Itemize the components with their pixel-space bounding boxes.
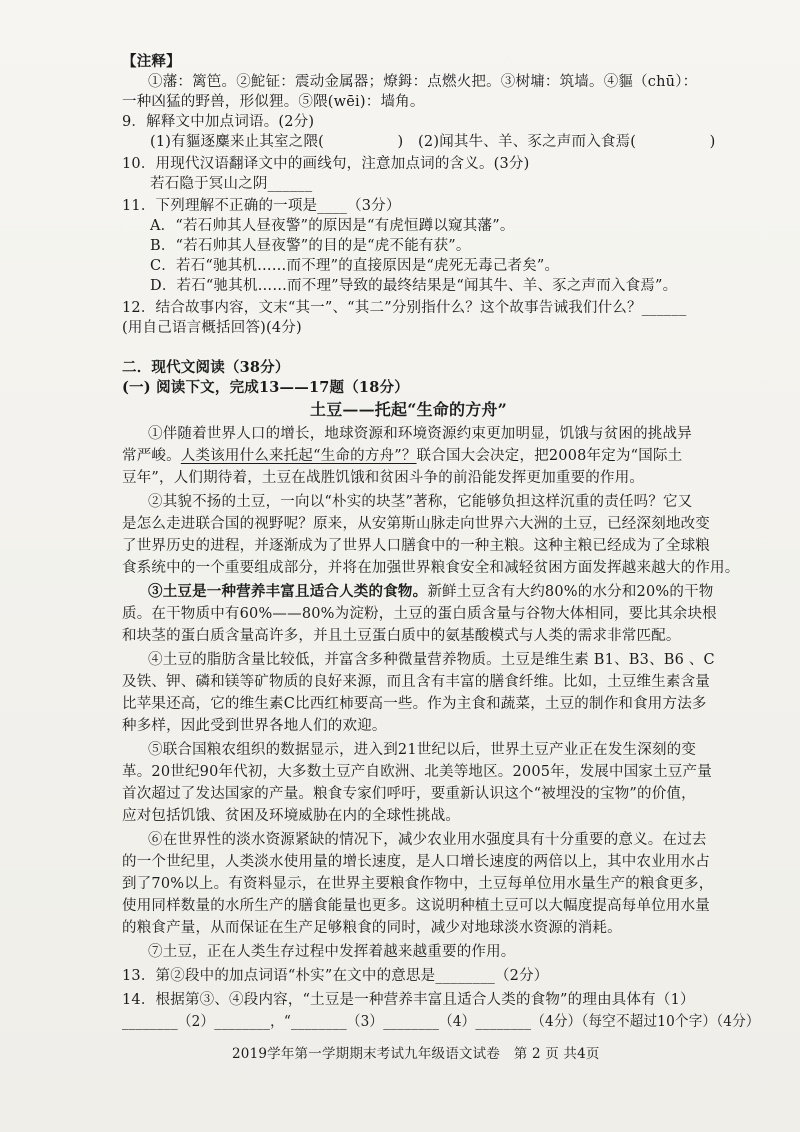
para-1-line-3: 豆年”，人们期待着，土豆在战胜饥饿和贫困斗争的前沿能发挥更加重要的作用。	[122, 470, 645, 486]
notes-line-1: ①藩：篱笆。②鮀钲：震动金属器；燎鉧：点燃火把。③树墉：筑墙。④貙（chū）：	[148, 74, 698, 90]
question-11: 11．下列理解不正确的一项是____（3分）	[122, 198, 401, 214]
section-subheading: (一) 阅读下文，完成13——17题（18分）	[122, 379, 409, 396]
para-3-line-1	[148, 582, 713, 602]
page-footer: 2019学年第一学期期末考试九年级语文试卷 第 2 页 共4页	[232, 1046, 600, 1062]
para-1-line-1: ①伴随着世界人口的增长，地球资源和环境资源约束更加明显，饥饿与贫困的挑战异	[148, 426, 692, 442]
para-4-line-1: ④土豆的脂肪含量比较低，并富含多种微量营养物质。土豆是维生素 B1、B3、B6 、C	[148, 652, 715, 668]
para-3-key-sentence: ③土豆是一种营养丰富且适合人类的食物。	[148, 583, 428, 600]
question-9-items: (1)有貙逐麋来止其室之隈( ) (2)闻其牛、羊、豕之声而入食焉( )	[150, 134, 716, 150]
para-2-line-4: 食系统中的一个重要组成部分，并将在加强世界粮食安全和减轻贫困方面发挥越来越大的作用。	[122, 560, 740, 576]
question-14: 14．根据第③、④段内容，“土豆是一种营养丰富且适合人类的食物”的理由具体有（1）	[122, 992, 695, 1008]
para-5-line-1: ⑤联合国粮农组织的数据显示，进入到21世纪以后，世界土豆产业正在发生深刻的变	[148, 742, 697, 758]
para-2-line-3: 了世界历史的进程，并逐渐成为了世界人口膳食中的一种主粮。这种主粮已经成为了全球粮	[122, 538, 710, 554]
notes-heading: 【注释】	[122, 53, 181, 70]
question-10: 10．用现代汉语翻译文中的画线句，注意加点词的含义。(3分)	[122, 156, 530, 172]
question-10-sentence: 若石隐于冥山之阴______	[150, 176, 313, 192]
para-5-line-2: 革。20世纪90年代初，大多数土豆产自欧洲、北美等地区。2005年，发展中国家土豆产量	[122, 764, 712, 780]
para-1-line-2	[122, 446, 682, 466]
underlined-sentence: 人类该用什么来托起“生命的方舟”？	[180, 448, 417, 464]
article-title: 土豆——托起“生命的方舟”	[310, 400, 508, 419]
question-9: 9．解释文中加点词语。(2分)	[122, 114, 315, 130]
question-11-option-c: C．若石“驰其机……而不理”的直接原因是“虎死无毒己者矣”。	[150, 258, 560, 274]
para-1-text-post: 联合国大会决定，把2008年定为“国际土	[416, 448, 683, 464]
para-6-line-2: 的一个世纪里，人类淡水使用量的增长速度，是人口增长速度的两倍以上，其中农业用水占	[122, 854, 710, 870]
para-3-rest: 新鲜土豆含有大约80%的水分和20%的干物	[427, 584, 714, 600]
para-6-line-1: ⑥在世界性的淡水资源紧缺的情况下，减少农业用水强度具有十分重要的意义。在过去	[148, 832, 707, 848]
para-6-line-5: 的粮食产量，从而保证在生产足够粮食的同时，减少对地球淡水资源的消耗。	[122, 920, 622, 936]
section-heading: 二．现代文阅读（38分）	[122, 359, 290, 376]
para-4-line-3: 比苹果还高，它的维生素C比西红柿要高一些。作为主食和蔬菜，土豆的制作和食用方法多	[122, 696, 707, 712]
para-5-line-4: 应对包括饥饿、贫困及环境威胁在内的全球性挑战。	[122, 808, 461, 824]
para-1-text-pre: 常严峻。	[122, 448, 181, 464]
question-11-option-a: A．“若石帅其人昼夜警”的原因是“有虎恒蹲以窥其藩”。	[150, 218, 515, 234]
para-4-line-4: 种多样，因此受到世界各地人们的欢迎。	[122, 718, 387, 734]
para-2-line-2: 是怎么走进联合国的视野呢？原来，从安第斯山脉走向世界六大洲的土豆，已经深刻地改变	[122, 516, 710, 532]
para-7: ⑦土豆，正在人类生存过程中发挥着越来越重要的作用。	[148, 944, 516, 960]
question-12: 12．结合故事内容，文末“其一”、“其二”分别指什么？这个故事告诫我们什么？______	[122, 300, 687, 316]
para-3-line-3: 和块茎的蛋白质含量高许多，并且土豆蛋白质中的氨基酸模式与人类的需求非常匹配。	[122, 628, 681, 644]
question-11-option-d: D．若石“驰其机……而不理”导致的最终结果是“闻其牛、羊、豕之声而入食焉”。	[150, 278, 678, 294]
para-6-line-3: 到了70%以上。有资料显示，在世界主要粮食作物中，土豆每单位用水量生产的粮食更多，	[122, 876, 714, 892]
para-6-line-4: 使用同样数量的水所生产的膳食能量也更多。这说明种植土豆可以大幅度提高每单位用水量	[122, 898, 710, 914]
question-12-note: (用自己语言概括回答)(4分)	[122, 320, 302, 336]
question-11-option-b: B．“若石帅其人昼夜警”的目的是“虎不能有获”。	[150, 238, 471, 254]
para-4-line-2: 及铁、钾、磷和镁等矿物质的良好来源，而且含有丰富的膳食纤维。比如，土豆维生素含量	[122, 674, 710, 690]
para-3-line-2: 质。在干物质中有60%——80%为淀粉，土豆的蛋白质含量与谷物大体相同，要比其余块根	[122, 606, 717, 622]
question-14-blanks: ________（2）________，“________（3）________（4）________（4分）（每空不超过10个字）（4分）	[122, 1014, 760, 1030]
notes-line-2: 一种凶猛的野兽，形似狸。⑤隈(wēi)：墙角。	[122, 94, 425, 110]
question-13: 13．第②段中的加点词语“朴实”在文中的意思是________（2分）	[122, 968, 549, 984]
para-2-line-1: ②其貌不扬的土豆，一向以“朴实的块茎”著称，它能够负担这样沉重的责任吗？它又	[148, 494, 693, 510]
para-5-line-3: 首次超过了发达国家的产量。粮食专家们呼吁，要重新认识这个“被埋没的宝物”的价值，	[122, 786, 696, 802]
